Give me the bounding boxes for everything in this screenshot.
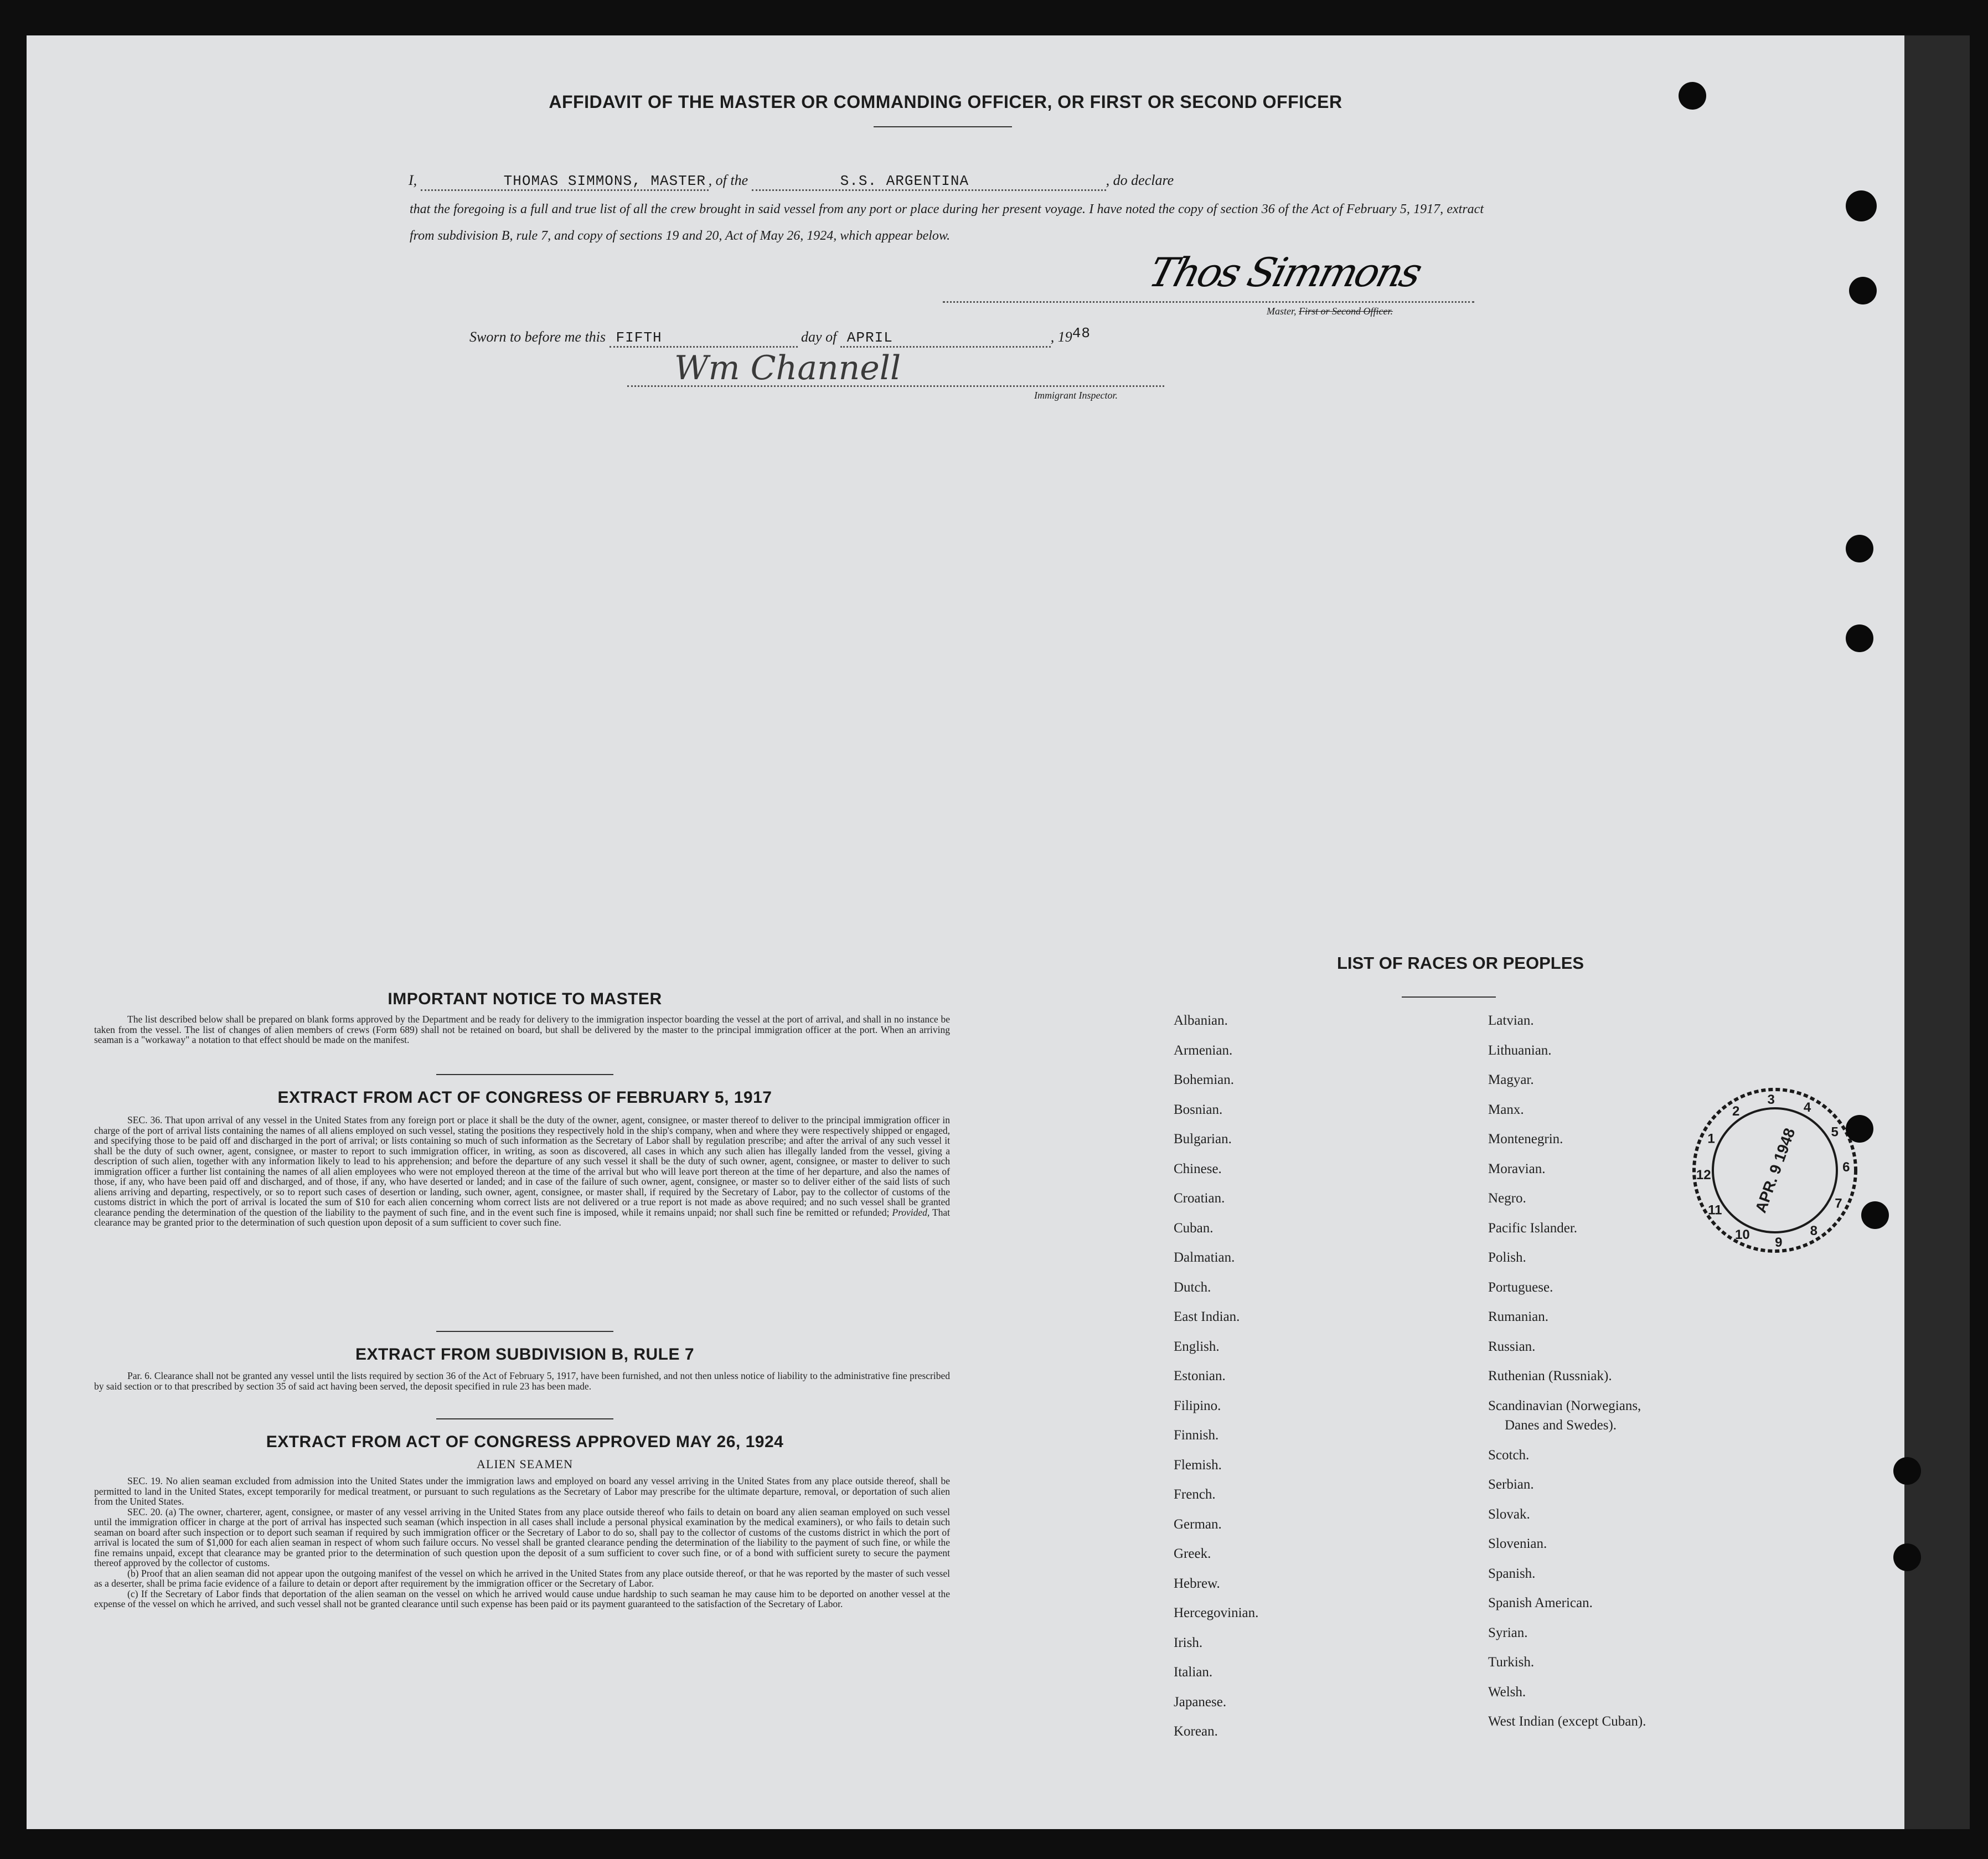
race-item: Rumanian. [1488,1309,1549,1324]
sec20c-paragraph: (c) If the Secretary of Labor finds that deportation of the alien seaman on the vessel on which he arrived would cause undue hardship to such seaman he may cause him to be deported on another vessel at the expense of the vessel on which he arrived, and such vessel shall not be granted clearance until such expense has been paid or its payment guaranteed to the satisfaction of the Secretary of Labor. [94,1588,950,1609]
stamp-number: 12 [1696,1167,1711,1182]
year-suffix: 48 [1072,325,1091,342]
extract-1924-text [94,1476,950,1609]
declaration-text: that the foregoing is a full and true list of all the crew brought in said vessel from any port or place during her present voyage. I have noted the copy of section 36 of the Act of February 5, 1917, extract from subdivision B, rule 7, and copy of sections 19 and 20, Act of May 26, 1924, which appear below. [410,202,1484,243]
punch-hole [1893,1543,1921,1571]
races-rule [1402,996,1496,998]
punch-hole [1846,624,1873,652]
divider [436,1418,613,1419]
race-item: Spanish. [1488,1566,1536,1581]
race-item: Hercegovinian. [1174,1605,1259,1620]
sec36-proviso: That clearance may be granted prior to the determination of such question upon deposit of a sum sufficient to cover such fine. [94,1206,951,1228]
year-prefix: , 19 [1050,329,1072,345]
sec20b-paragraph: (b) Proof that an alien seaman did not appear upon the outgoing manifest of the vessel on which he arrived in the United States from any place outside thereof, or that he was reported by the master of such vessel as a deserter, shall be prima facie evidence of a failure to detain or deport after requirement by the immigration officer or the Secretary of Labor. [94,1567,950,1589]
race-item: Dalmatian. [1174,1250,1235,1265]
sworn-prefix: Sworn to before me this [469,329,606,345]
stamp-number: 1 [1707,1131,1715,1147]
master-signature-label [1267,306,1393,317]
stamp-number: 11 [1708,1202,1722,1218]
race-item: Manx. [1488,1102,1524,1117]
race-item: Scandinavian (Norwegians, [1488,1398,1641,1413]
punch-hole [1861,1201,1889,1229]
sworn-day: FIFTH [616,329,662,346]
inspector-label: Immigrant Inspector. [1034,390,1118,401]
race-item: French. [1174,1487,1216,1502]
divider [436,1074,613,1075]
race-item: Lithuanian. [1488,1042,1552,1058]
day-of-label: day of [801,329,837,345]
vessel-name-field [752,172,1106,191]
race-item: Dutch. [1174,1279,1211,1295]
divider [436,1331,613,1332]
stamp-number: 4 [1803,1100,1811,1116]
inspector-signature-line [627,385,1164,387]
sworn-month: APRIL [846,329,893,346]
race-item: Scotch. [1488,1447,1530,1463]
sworn-day-field [610,329,798,348]
race-item: East Indian. [1174,1309,1240,1324]
race-item: Cuban. [1174,1220,1214,1236]
stamp-number: 3 [1767,1092,1775,1108]
notice-title: IMPORTANT NOTICE TO MASTER [388,990,662,1008]
document-page [27,35,1904,1829]
race-item: Albanian. [1174,1013,1228,1028]
race-item: Spanish American. [1488,1595,1593,1610]
race-item: Serbian. [1488,1477,1534,1492]
race-item: Filipino. [1174,1398,1221,1413]
race-item: Slovenian. [1488,1536,1547,1551]
race-item: Portuguese. [1488,1279,1553,1295]
extract-1917-text [94,1115,950,1228]
of-the-label: , of the [708,172,748,188]
race-item: Magyar. [1488,1072,1534,1087]
stamp-number: 6 [1842,1160,1850,1175]
race-item: Chinese. [1174,1161,1222,1176]
stamp-number: 8 [1810,1223,1817,1239]
pronoun-i: I, [409,172,417,188]
sec36-text: SEC. 36. That upon arrival of any vessel in the United States from any foreign port or place it shall be the duty of the owner, agent, consignee, or master thereof to deliver to the principal immigration officer in charge of the port of arrival lists containing the names of all aliens employed on such vessel, stating the positions they respectively hold in the ship's company, when and where they were respectively shipped or engaged, and specifying those to be paid off and discharged in the port of arrival; or lists containing so much of such information as the Secretary of Labor shall by regulation prescribe; and after the arrival of any such vessel it shall be the duty of such owner, agent, consignee, or master to report to such immigration officer, in writing, as soon as discovered, all cases in which any such alien has illegally landed from the vessel, giving a description of such alien, together with any information likely to lead to his apprehension; and before the departure of any such vessel it shall be the duty of such owner, agent, consignee, or master to deliver to such immigration officer a further list containing the names of all alien employees who were not employed thereon at the time of the arrival but who will leave port thereon at the time of her departure, and also the names of those, if any, who have been paid off and discharged, and of those, if any, who have deserted or landed; and in case of the failure of such owner, agent, consignee, or master so to deliver either of the said lists of such aliens arriving and departing, respectively, or so to report such cases of desertion or landing, such owner, agent, consignee, or master shall, if required by the Secretary of Labor, pay to the collector of customs of the customs district in which the port of arrival is located the sum of $10 for each alien concerning whom correct lists are not delivered or a true report is not made as above required; and no such vessel shall be granted clearance pending the determination of the question of the liability to the payment of such fine, and in the event such fine is imposed, while it remains unpaid; nor shall such fine be remitted or refunded; [94,1114,950,1218]
races-column-2 [1488,1013,1646,1744]
race-item: Danes and Swedes). [1505,1418,1617,1433]
race-item: Slovak. [1488,1506,1530,1522]
master-label: Master, [1267,306,1297,317]
race-item: Syrian. [1488,1625,1528,1640]
extract-1917-title: EXTRACT FROM ACT OF CONGRESS OF FEBRUARY 5, 1917 [277,1088,772,1107]
race-item: Bulgarian. [1174,1132,1232,1147]
master-name-field [421,172,709,191]
race-item: English. [1174,1339,1220,1354]
inspector-signature: Wm Channell [674,349,901,388]
affidavit-title: AFFIDAVIT OF THE MASTER OR COMMANDING OFFICER, OR FIRST OR SECOND OFFICER [549,92,1342,112]
race-item: Irish. [1174,1635,1203,1650]
sworn-month-field [840,329,1051,348]
extract-1924-title: EXTRACT FROM ACT OF CONGRESS APPROVED MAY 26, 1924 [266,1433,784,1451]
punch-hole [1846,535,1873,562]
declaration-line [409,172,1516,191]
title-rule [874,126,1012,127]
master-signature-line [943,301,1474,303]
race-item: German. [1174,1516,1222,1532]
vessel-name: S.S. ARGENTINA [840,173,969,189]
races-title: LIST OF RACES OR PEOPLES [1336,953,1584,973]
punch-hole [1846,190,1877,221]
stamp-number: 2 [1732,1103,1740,1119]
master-signature: Thos Simmons [1144,249,1426,296]
race-item: Bosnian. [1174,1102,1223,1117]
punch-hole [1849,277,1877,304]
race-item: Estonian. [1174,1369,1226,1383]
race-item: Bohemian. [1174,1072,1235,1087]
race-item: Pacific Islander. [1488,1220,1578,1236]
race-item: Finnish. [1174,1428,1219,1443]
proviso-word: Provided, [892,1206,930,1218]
race-item: Negro. [1488,1191,1526,1206]
race-item: Moravian. [1488,1161,1546,1176]
notice-text [94,1014,950,1045]
stamp-number: 7 [1835,1196,1842,1211]
race-item: Russian. [1488,1339,1536,1354]
sworn-line [469,325,1091,348]
punch-hole [1679,82,1706,110]
extract-rule7-text [94,1371,950,1391]
race-item: Hebrew. [1174,1576,1220,1591]
struck-officer-label: First or Second Officer. [1299,306,1393,317]
race-item: Ruthenian (Russniak). [1488,1369,1612,1383]
race-item: West Indian (except Cuban). [1488,1714,1646,1729]
race-item: Greek. [1174,1546,1211,1561]
race-item: Japanese. [1174,1694,1227,1710]
race-item: Montenegrin. [1488,1132,1563,1147]
stamp-number: 9 [1775,1235,1783,1250]
stamp-number: 10 [1735,1227,1750,1242]
immigration-date-stamp [1692,1087,1858,1253]
sec20a-paragraph: SEC. 20. (a) The owner, charterer, agent, consignee, or master of any vessel arriving in the United States from any place outside thereof who fails to detain on board any alien seaman employed on such vessel until the immigration officer in charge at the port of arrival has inspected such seaman (which inspection in all cases shall include a personal physical examination by the medical examiners), or who fails to detain such seaman on board after such inspection or to deport such seaman if required by such immigration officer or the Secretary of Labor to do so, shall pay to the collector of customs of the customs district in which the port of arrival is located the sum of $1,000 for each alien seaman in respect of whom such failure occurs. No vessel shall be granted clearance pending the determination of the liability to the payment of such fine, or while the fine remains unpaid, except that clearance may be granted prior to the determination of such question upon the deposit of a sum sufficient to cover such fine, or of a bond with sufficient surety to secure the payment thereof approved by the collector of customs. [94,1506,950,1568]
alien-seamen-subtitle: ALIEN SEAMEN [477,1457,573,1471]
punch-hole [1893,1457,1921,1485]
race-item: Armenian. [1174,1042,1233,1058]
notice-paragraph: The list described below shall be prepared on blank forms approved by the Department and be ready for delivery to the immigration inspector boarding the vessel at the port of arrival, and shall in no instance be taken from the vessel. The list of changes of alien members of crews (Form 689) shall not be retained on board, but shall be delivered by the master to the principal immigration officer at the port. When an arriving seaman is a "workaway" a notation to that effect should be made on the manifest. [94,1014,950,1045]
races-column-1 [1174,1013,1258,1754]
race-item: Croatian. [1174,1191,1225,1206]
master-name: THOMAS SIMMONS, MASTER [503,173,706,189]
race-item: Polish. [1488,1250,1526,1265]
sec19-paragraph: SEC. 19. No alien seaman excluded from admission into the United States under the immigration laws and employed on board any vessel arriving in the United States from any place outside thereof, shall be permitted to land in the United States, except temporarily for medical treatment, or pursuant to such regulations as the Secretary of Labor may prescribe for the ultimate departure, removal, or deportation of such alien from the United States. [94,1475,950,1507]
race-item: Latvian. [1488,1013,1534,1028]
stamp-number: 5 [1831,1124,1839,1140]
rule7-paragraph: Par. 6. Clearance shall not be granted any vessel until the lists required by section 36 of the Act of February 5, 1917, have been furnished, and not then unless notice of liability to the administrative fine prescribed by said section or to that prescribed by section 35 of said act having been served, the deposit specified in rule 23 has been made. [94,1370,950,1392]
race-item: Turkish. [1488,1655,1535,1670]
stamp-date: APR. 9 1948 [1752,1125,1799,1215]
race-item: Italian. [1174,1665,1213,1680]
race-item: Korean. [1174,1724,1218,1739]
punch-hole [1846,1115,1873,1143]
race-item: Flemish. [1174,1457,1222,1473]
extract-rule7-title: EXTRACT FROM SUBDIVISION B, RULE 7 [355,1345,695,1364]
race-item: Welsh. [1488,1684,1526,1700]
do-declare-label: , do declare [1106,172,1174,188]
